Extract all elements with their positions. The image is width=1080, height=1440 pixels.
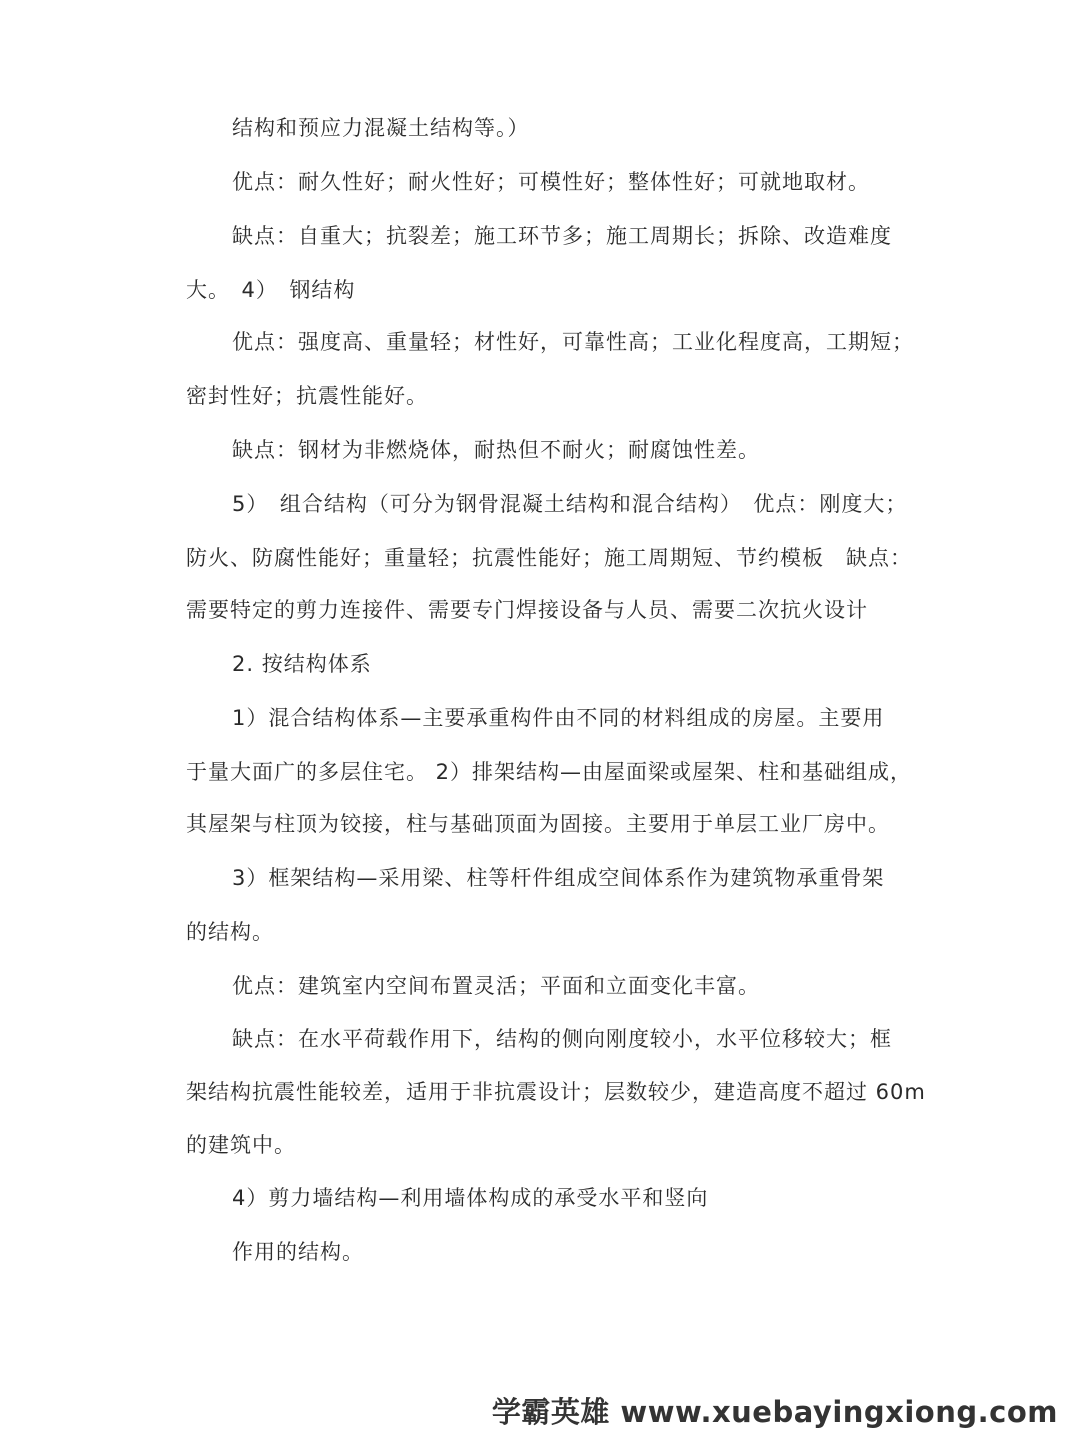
text-line: 优点：耐久性好；耐火性好；可模性好；整体性好；可就地取材。 bbox=[232, 170, 870, 194]
text-line: 架结构抗震性能较差，适用于非抗震设计；层数较少，建造高度不超过 60m bbox=[186, 1080, 926, 1104]
text-line: 防火、防腐性能好；重量轻；抗震性能好；施工周期短、节约模板 缺点： bbox=[186, 546, 912, 570]
text-line: 缺点：钢材为非燃烧体，耐热但不耐火；耐腐蚀性差。 bbox=[232, 438, 760, 462]
text-line: 的建筑中。 bbox=[186, 1133, 296, 1157]
text-line: 密封性好；抗震性能好。 bbox=[186, 384, 428, 408]
watermark-footer: 学霸英雄 www.xuebayingxiong.com bbox=[491, 1395, 1058, 1429]
text-line: 于量大面广的多层住宅。 2）排架结构—由屋面梁或屋架、柱和基础组成， bbox=[186, 760, 913, 784]
text-line: 1）混合结构体系—主要承重构件由不同的材料组成的房屋。主要用 bbox=[232, 706, 885, 730]
text-line: 作用的结构。 bbox=[232, 1240, 364, 1264]
text-line: 4）剪力墙结构—利用墙体构成的承受水平和竖向 bbox=[232, 1186, 709, 1210]
text-line: 5） 组合结构（可分为钢骨混凝土结构和混合结构） 优点：刚度大； bbox=[232, 492, 908, 516]
text-line: 的结构。 bbox=[186, 920, 274, 944]
section-heading: 2. 按结构体系 bbox=[232, 652, 372, 676]
text-line: 大。 4） 钢结构 bbox=[186, 278, 356, 302]
text-line: 3）框架结构—采用梁、柱等杆件组成空间体系作为建筑物承重骨架 bbox=[232, 866, 885, 890]
text-line: 缺点：在水平荷载作用下，结构的侧向刚度较小，水平位移较大；框 bbox=[232, 1027, 892, 1051]
text-line: 优点：强度高、重量轻；材性好，可靠性高；工业化程度高，工期短； bbox=[232, 330, 914, 354]
text-line: 需要特定的剪力连接件、需要专门焊接设备与人员、需要二次抗火设计 bbox=[186, 598, 868, 622]
text-line: 结构和预应力混凝土结构等。） bbox=[232, 116, 530, 140]
text-line: 优点：建筑室内空间布置灵活；平面和立面变化丰富。 bbox=[232, 974, 760, 998]
text-line: 缺点：自重大；抗裂差；施工环节多；施工周期长；拆除、改造难度 bbox=[232, 224, 892, 248]
text-line: 其屋架与柱顶为铰接，柱与基础顶面为固接。主要用于单层工业厂房中。 bbox=[186, 812, 890, 836]
